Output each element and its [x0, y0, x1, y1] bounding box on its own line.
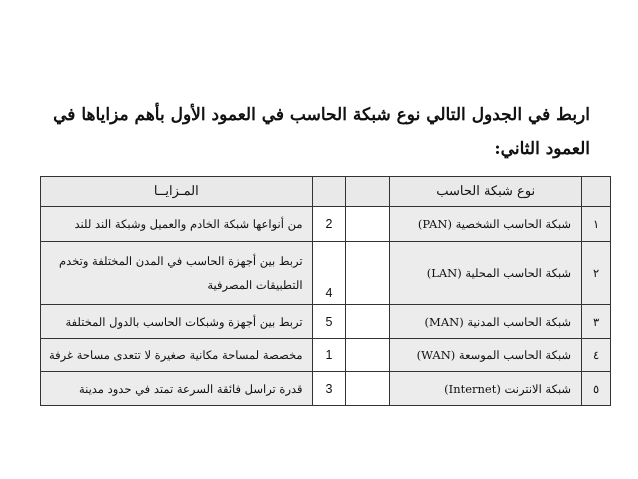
- table-header-row: [41, 177, 611, 207]
- table-row: [41, 339, 611, 372]
- header-num-cell: [582, 177, 611, 207]
- answer-cell[interactable]: [312, 372, 346, 406]
- row-number: ٤: [582, 339, 611, 372]
- advantage-text: مخصصة لمساحة مكانية صغيرة لا تتعدى مساحة غرفة: [41, 339, 313, 372]
- answer-cell[interactable]: [312, 305, 346, 339]
- header-type: نوع شبكة الحاسب: [390, 177, 582, 207]
- network-type: شبكة الحاسب المحلية (LAN): [390, 242, 582, 305]
- answer-value: 3: [325, 381, 333, 396]
- network-type: شبكة الحاسب الشخصية (PAN): [390, 207, 582, 242]
- header-gap-cell: [346, 177, 390, 207]
- table-row: [41, 207, 611, 242]
- table-row: [41, 372, 611, 406]
- row-number: ٣: [582, 305, 611, 339]
- gap-cell: [346, 207, 390, 242]
- gap-cell: [346, 242, 390, 305]
- instruction-text: اربط في الجدول التالي نوع شبكة الحاسب في العمود الأول بأهم مزاياها في العمود الثاني:: [53, 105, 590, 159]
- answer-cell[interactable]: [312, 207, 346, 242]
- gap-cell: [346, 372, 390, 406]
- answer-value: 2: [325, 217, 333, 231]
- answer-cell[interactable]: [312, 242, 346, 305]
- table-row: [41, 305, 611, 339]
- advantage-text: من أنواعها شبكة الخادم والعميل وشبكة الند للند: [41, 207, 313, 242]
- network-type: شبكة الحاسب المدنية (MAN): [390, 305, 582, 339]
- gap-cell: [346, 305, 390, 339]
- matching-table: [40, 176, 611, 406]
- table-row: [41, 242, 611, 305]
- row-number: ٥: [582, 372, 611, 406]
- answer-value: 5: [325, 314, 333, 329]
- network-type: شبكة الانترنت (Internet): [390, 372, 582, 406]
- answer-cell[interactable]: [312, 339, 346, 372]
- advantage-text: قدرة تراسل فائقة السرعة تمتد في حدود مدينة: [41, 372, 313, 406]
- answer-value: 4: [325, 286, 333, 300]
- answer-value: 1: [325, 348, 333, 362]
- advantage-text: تربط بين أجهزة الحاسب في المدن المختلفة وتخدم التطبيقات المصرفية: [41, 242, 313, 305]
- row-number: ١: [582, 207, 611, 242]
- header-answer-cell: [312, 177, 346, 207]
- network-type: شبكة الحاسب الموسعة (WAN): [390, 339, 582, 372]
- header-advantages: المـزايــا: [41, 177, 313, 207]
- gap-cell: [346, 339, 390, 372]
- advantage-text: تربط بين أجهزة وشبكات الحاسب بالدول المختلفة: [41, 305, 313, 339]
- row-number: ٢: [582, 242, 611, 305]
